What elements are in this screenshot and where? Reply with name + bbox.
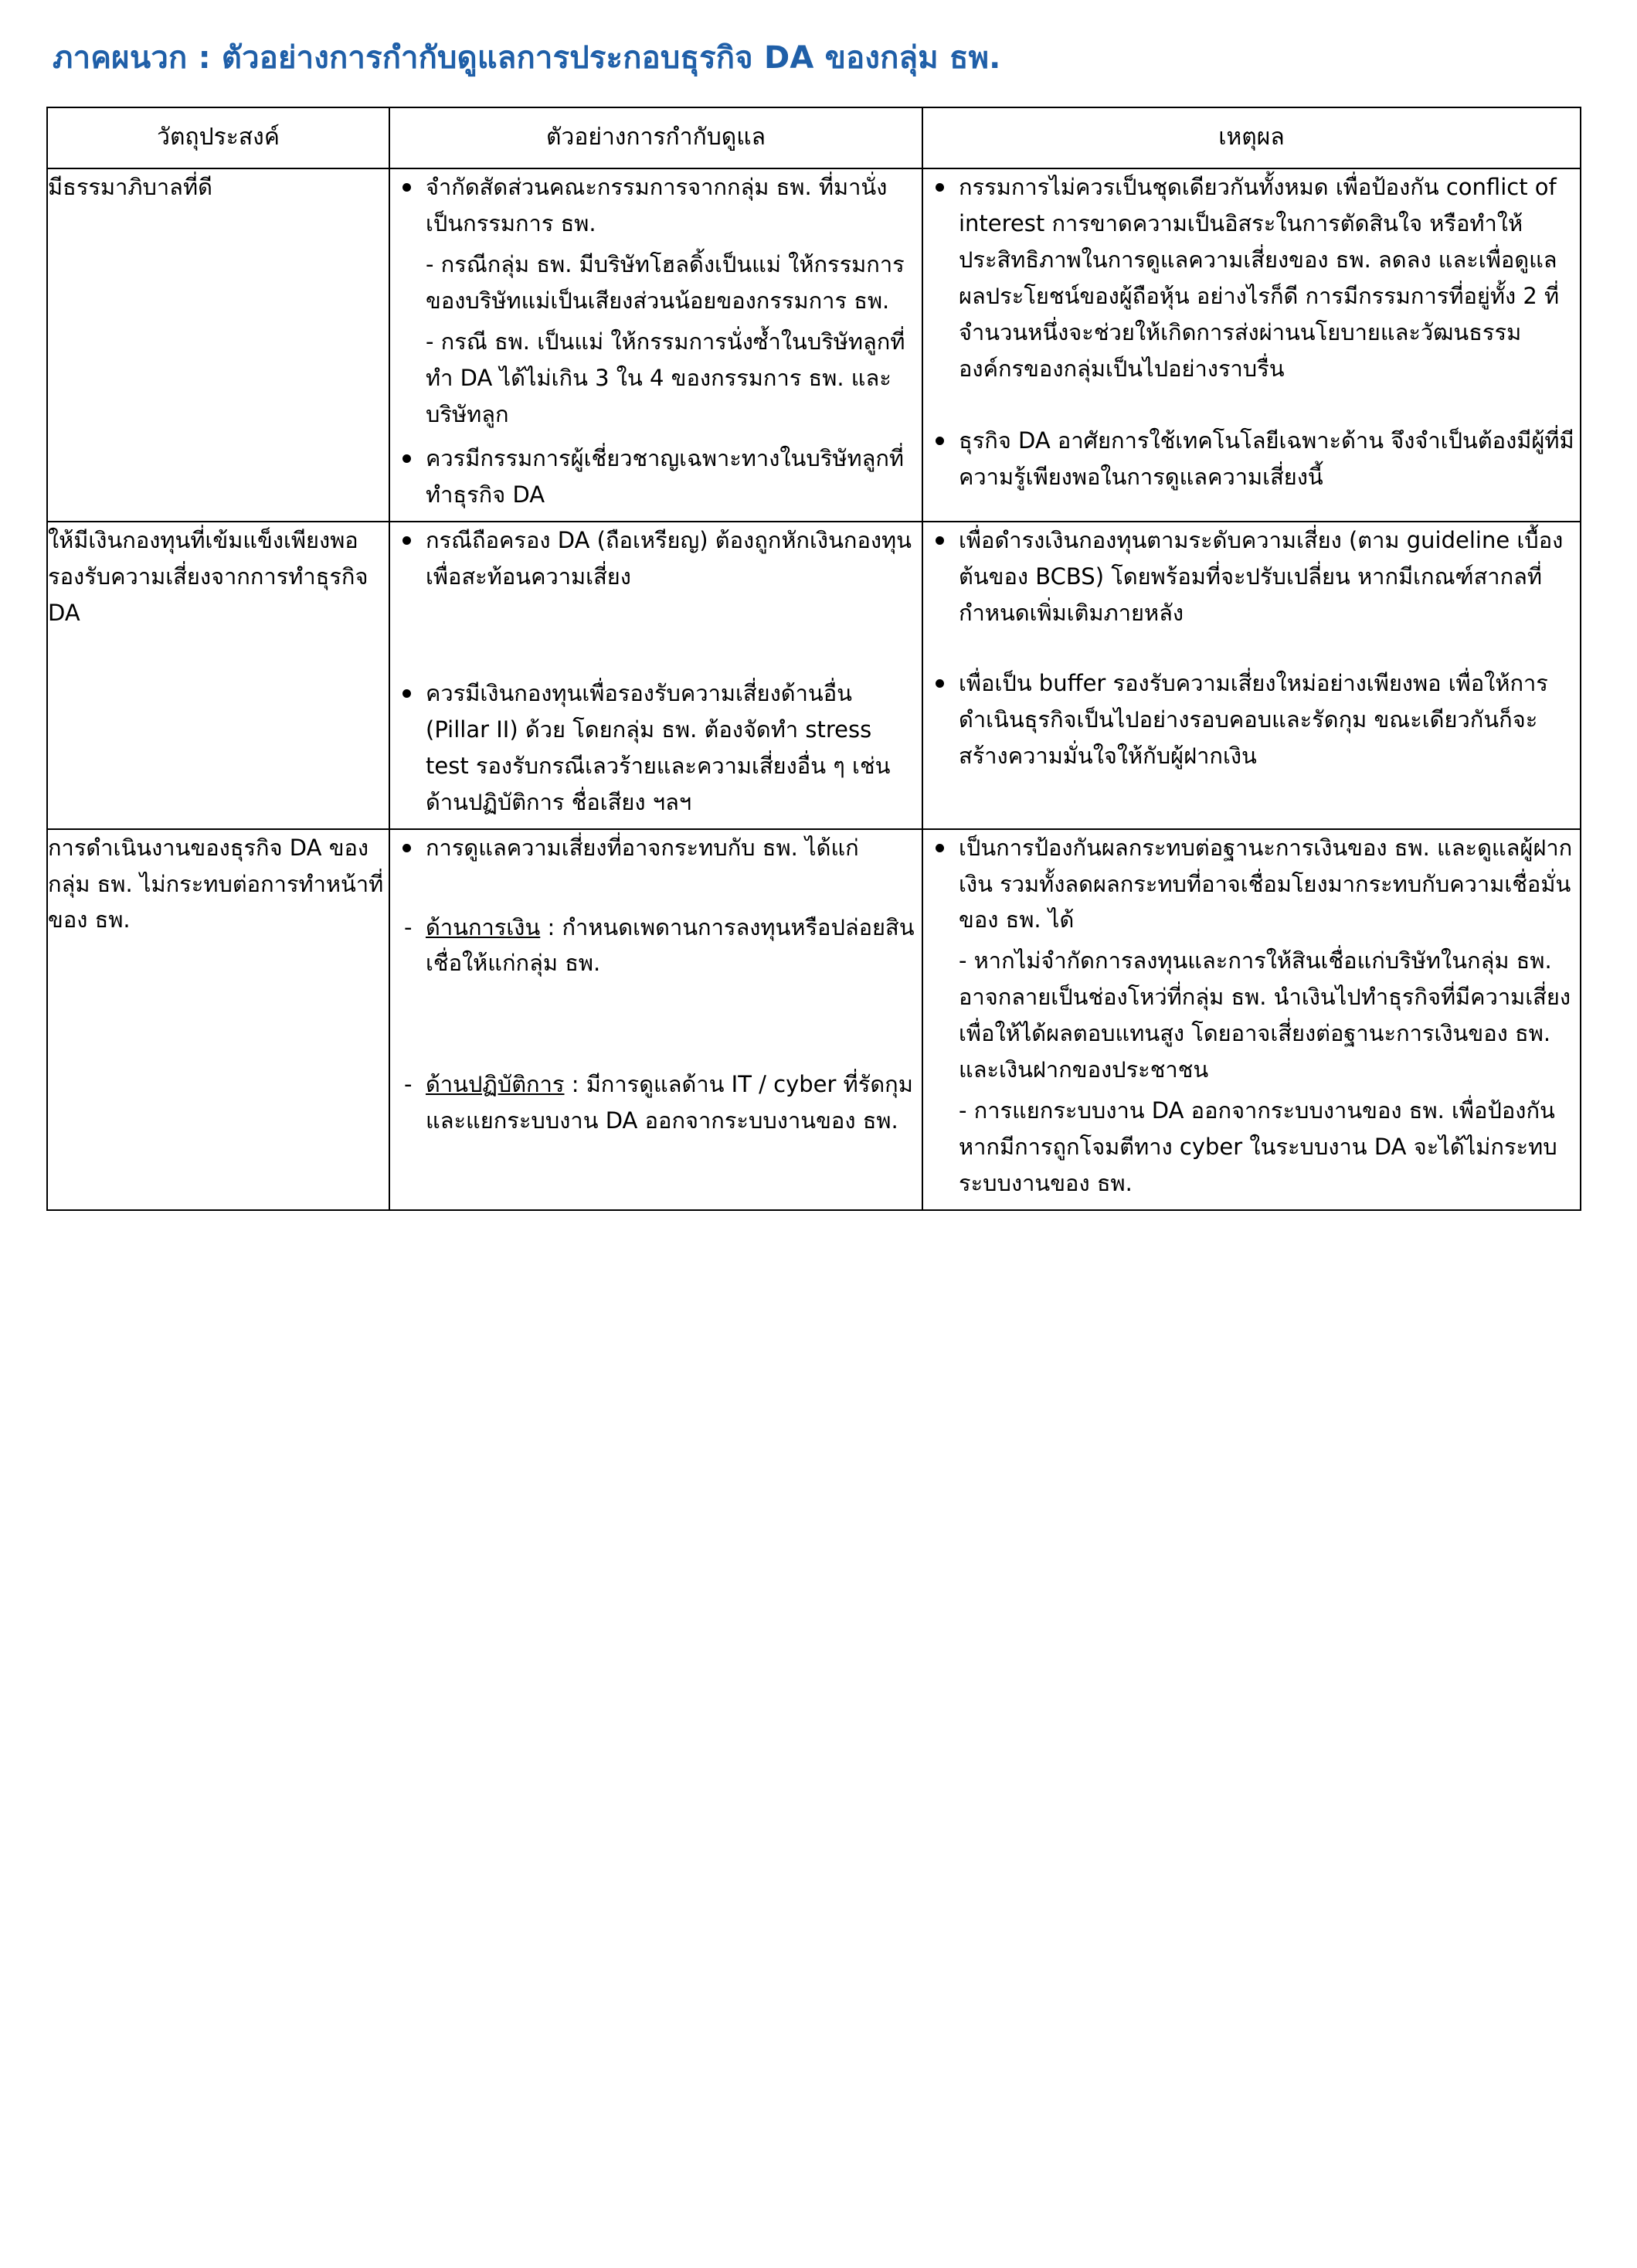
reason-bullet-list — [923, 169, 1580, 495]
cell-example — [389, 829, 922, 1211]
cell-reason — [922, 829, 1581, 1211]
bullet-text: กรณีถือครอง DA (ถือเหรียญ) ต้องถูกหักเงินกองทุนเพื่อสะท้อนความเสี่ยง — [426, 526, 912, 590]
table-row — [47, 829, 1581, 1211]
cell-example — [389, 168, 922, 522]
reason-bullet-list — [923, 522, 1580, 774]
spacer — [390, 986, 922, 1066]
sub-text: - หากไม่จำกัดการลงทุนและการให้สินเชื่อแก่บริษัทในกลุ่ม ธพ. อาจกลายเป็นช่องโหว่ที่กลุ่ม ธพ. นำเงินไปทำธุรกิจที่มีความเสี่ยง เพื่อให้ได้ผลตอบแทนสูง โดยอาจเสี่ยงต่อฐานะการเงินของ ธพ. และเงินฝากของประชาชน — [959, 947, 1571, 1083]
example-bullet-list — [390, 830, 922, 866]
list-item — [390, 675, 922, 821]
cell-objective: มีธรรมาภิบาลที่ดี — [47, 168, 389, 522]
bullet-text: จำกัดสัดส่วนคณะกรรมการจากกลุ่ม ธพ. ที่มานั่งเป็นกรรมการ ธพ. — [426, 174, 888, 236]
list-item — [923, 665, 1580, 774]
cell-reason — [922, 522, 1581, 829]
list-item — [923, 830, 1580, 1202]
cell-objective: ให้มีเงินกองทุนที่เข้มแข็งเพียงพอรองรับความเสี่ยงจากการทำธุรกิจ DA — [47, 522, 389, 829]
dash-item-text: : กำหนดเพดานการลงทุนหรือปล่อยสินเชื่อให้แก่กลุ่ม ธพ. — [426, 913, 915, 977]
list-item — [390, 522, 922, 595]
dash-item-label: ด้านการเงิน — [426, 913, 541, 940]
dash-item-finance — [390, 910, 922, 982]
page-title: ภาคผนวก : ตัวอย่างการกำกับดูแลการประกอบธุรกิจ DA ของกลุ่ม ธพ. — [53, 40, 1001, 76]
example-bullet-list — [390, 522, 922, 821]
list-item — [923, 423, 1580, 495]
governance-table — [46, 107, 1581, 1211]
dash-item-text: : มีการดูแลด้าน IT / cyber ที่รัดกุม และแยกระบบงาน DA ออกจากระบบงานของ ธพ. — [426, 1071, 913, 1134]
dash-item-label: ด้านปฏิบัติการ — [426, 1071, 565, 1098]
bullet-text: ควรมีกรรมการผู้เชี่ยวชาญเฉพาะทางในบริษัทลูกที่ทำธุรกิจ DA — [426, 444, 905, 508]
column-header-objective: วัตถุประสงค์ — [47, 107, 389, 168]
list-item — [923, 169, 1580, 387]
bullet-text: เพื่อเป็น buffer รองรับความเสี่ยงใหม่อย่างเพียงพอ เพื่อให้การดำเนินธุรกิจเป็นไปอย่างรอบคอบและรัดกุม ขณะเดียวกันก็จะสร้างความมั่นใจให้กับผู้ฝากเงิน — [959, 669, 1548, 769]
bullet-text: กรรมการไม่ควรเป็นชุดเดียวกันทั้งหมด เพื่อป้องกัน conflict of interest การขาดความเป็นอิสระในการตัดสินใจ หรือทำให้ประสิทธิภาพในการดูแลความเสี่ยงของ ธพ. ลดลง และเพื่อดูแลผลประโยชน์ของผู้ถือหุ้น อย่างไรก็ดี การมีกรรมการที่อยู่ทั้ง 2 ที่จำนวนหนึ่งจะช่วยให้เกิดการส่งผ่านนโยบายและวัฒนธรรมองค์กรของกลุ่มเป็นไปอย่างราบรื่น — [959, 174, 1560, 382]
bullet-text: เพื่อดำรงเงินกองทุนตามระดับความเสี่ยง (ตาม guideline เบื้องต้นของ BCBS) โดยพร้อมที่จะปรับเปลี่ยน หากมีเกณฑ์สากลที่กำหนดเพิ่มเติมภายหลัง — [959, 526, 1564, 626]
table-row — [47, 168, 1581, 522]
list-item — [923, 522, 1580, 631]
sub-text: - การแยกระบบงาน DA ออกจากระบบงานของ ธพ. เพื่อป้องกันหากมีการถูกโจมตีทาง cyber ในระบบงาน DA จะได้ไม่กระทบระบบงานของ ธพ. — [959, 1097, 1557, 1197]
sub-text: - กรณี ธพ. เป็นแม่ ให้กรรมการนั่งซ้ำในบริษัทลูกที่ทำ DA ได้ไม่เกิน 3 ใน 4 ของกรรมการ ธพ. และบริษัทลูก — [426, 328, 905, 427]
sub-text: - กรณีกลุ่ม ธพ. มีบริษัทโฮลดิ้งเป็นแม่ ให้กรรมการของบริษัทแม่เป็นเสียงส่วนน้อยของกรรมการ ธพ. — [426, 250, 905, 314]
cell-objective: การดำเนินงานของธุรกิจ DA ของกลุ่ม ธพ. ไม่กระทบต่อการทำหน้าที่ของ ธพ. — [47, 829, 389, 1211]
list-item — [390, 830, 922, 866]
table-header-row — [47, 107, 1581, 168]
reason-bullet-list — [923, 830, 1580, 1202]
cell-example — [389, 522, 922, 829]
spacer — [390, 874, 922, 910]
bullet-text: ธุรกิจ DA อาศัยการใช้เทคโนโลยีเฉพาะด้าน จึงจำเป็นต้องมีผู้ที่มีความรู้เพียงพอในการดูแลความเสี่ยงนี้ — [959, 427, 1574, 490]
list-item — [390, 169, 922, 433]
example-bullet-list — [390, 169, 922, 513]
table-row — [47, 522, 1581, 829]
cell-reason — [922, 168, 1581, 522]
bullet-text: ควรมีเงินกองทุนเพื่อรองรับความเสี่ยงด้านอื่น (Pillar II) ด้วย โดยกลุ่ม ธพ. ต้องจัดทำ stress test รองรับกรณีเลวร้ายและความเสี่ยงอื่น ๆ เช่น ด้านปฏิบัติการ ชื่อเสียง ฯลฯ — [426, 679, 891, 815]
bullet-text: เป็นการป้องกันผลกระทบต่อฐานะการเงินของ ธพ. และดูแลผู้ฝากเงิน รวมทั้งลดผลกระทบที่อาจเชื่อมโยงมากระทบกับความเชื่อมั่นของ ธพ. ได้ — [959, 834, 1573, 933]
column-header-example: ตัวอย่างการกำกับดูแล — [389, 107, 922, 168]
list-item — [390, 440, 922, 513]
column-header-reason: เหตุผล — [922, 107, 1581, 168]
bullet-text: การดูแลความเสี่ยงที่อาจกระทบกับ ธพ. ได้แก่ — [426, 834, 859, 861]
dash-item-operation — [390, 1066, 922, 1139]
